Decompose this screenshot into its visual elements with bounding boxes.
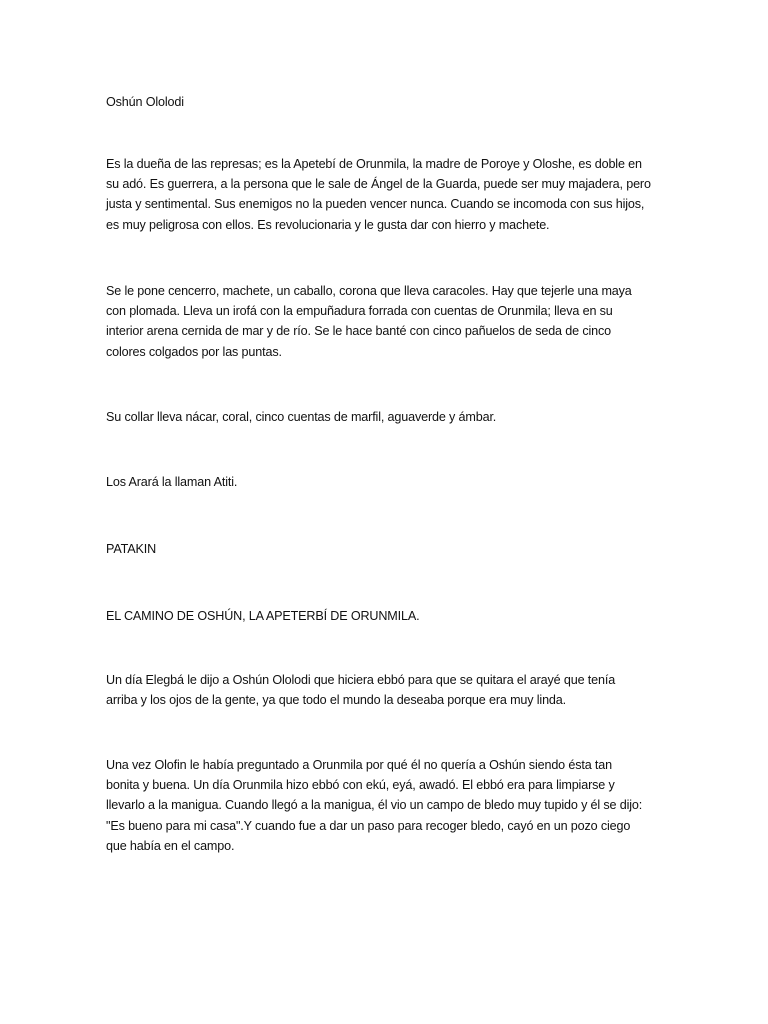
text-line: es muy peligrosa con ellos. Es revolucionaria y le gusta dar con hierro y machete. (106, 217, 550, 232)
paragraph-arara (106, 472, 666, 492)
text-line: Es la dueña de las represas; es la Apetebí de Orunmila, la madre de Poroye y Oloshe, es doble en (106, 157, 642, 171)
text-line: su adó. Es guerrera, a la persona que le sale de Ángel de la Guarda, puede ser muy majadera, pero (106, 177, 651, 192)
text-line: Una vez Olofin le había preguntado a Orunmila por qué él no quería a Oshún siendo ésta tan (106, 758, 612, 772)
text-line: con plomada. Lleva un irofá con la empuñadura forrada con cuentas de Orunmila; lleva en su (106, 304, 613, 319)
text-line: Se le pone cencerro, machete, un caballo, corona que lleva caracoles. Hay que tejerle una maya (106, 284, 632, 298)
text-line: llevarlo a la manigua. Cuando llegó a la manigua, él vio un campo de bledo muy tupido y él se dijo: (106, 798, 643, 813)
text-line: arriba y los ojos de la gente, ya que todo el mundo la deseaba porque era muy linda. (106, 693, 566, 708)
text-line: Oshún Ololodi (106, 95, 184, 109)
text-line: que había en el campo. (106, 838, 235, 853)
text-line: PATAKIN (106, 542, 157, 556)
paragraph-olofin (106, 755, 666, 856)
text-line: "Es bueno para mi casa".Y cuando fue a dar un paso para recoger bledo, cayó en un pozo ciego (106, 818, 631, 833)
section-heading-patakin (106, 539, 666, 559)
section-heading-camino (106, 606, 666, 626)
text-line: bonita y buena. Un día Orunmila hizo ebbó con ekú, eyá, awadó. El ebbó era para limpiarse y (106, 778, 615, 793)
paragraph-attributes (106, 281, 666, 362)
text-line: justa y sentimental. Sus enemigos no la pueden vencer nunca. Cuando se incomoda con sus hijos, (106, 197, 645, 212)
document-title (106, 92, 666, 112)
text-line: Su collar lleva nácar, coral, cinco cuentas de marfil, aguaverde y ámbar. (106, 410, 497, 424)
text-line: colores colgados por las puntas. (106, 344, 282, 359)
text-line: Los Arará la llaman Atiti. (106, 475, 238, 489)
paragraph-elegba (106, 670, 666, 710)
text-line: EL CAMINO DE OSHÚN, LA APETERBÍ DE ORUNMILA. (106, 609, 420, 623)
text-line: interior arena cernida de mar y de río. Se le hace banté con cinco pañuelos de seda de cinco (106, 324, 611, 339)
paragraph-description (106, 154, 666, 235)
text-line: Un día Elegbá le dijo a Oshún Ololodi que hiciera ebbó para que se quitara el arayé que tenía (106, 673, 616, 687)
paragraph-collar (106, 407, 666, 427)
